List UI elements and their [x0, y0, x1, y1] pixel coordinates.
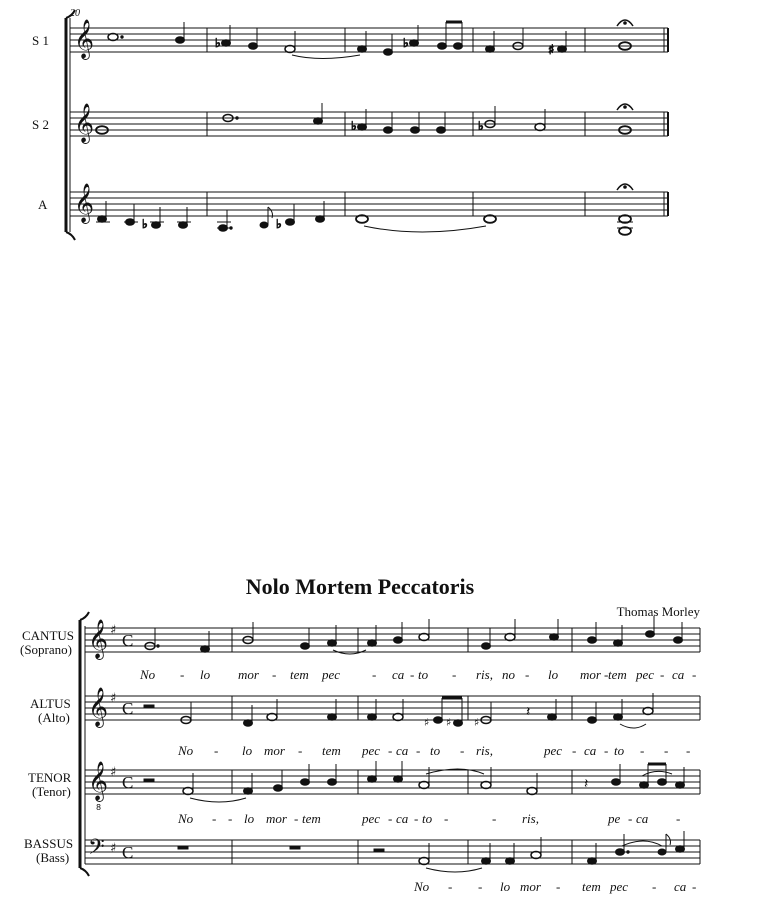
lyric-syllable: ris,	[522, 811, 539, 826]
lyric-syllable: -	[660, 667, 665, 682]
lyric-syllable: No	[178, 811, 194, 826]
lyrics-altus	[177, 743, 690, 758]
lyric-syllable: -	[388, 811, 393, 826]
quarter-rest-icon: 𝄽	[526, 704, 531, 720]
lyric-syllable: ca	[392, 667, 405, 682]
octave-mark: 8	[96, 803, 102, 812]
treble-clef-icon: 𝄞	[74, 103, 95, 143]
lyric-syllable: No	[414, 879, 430, 894]
svg-text:♯: ♯	[424, 716, 430, 729]
lyric-syllable: pec	[610, 879, 629, 894]
sharp-icon: ♯	[110, 623, 117, 638]
staff-s1	[70, 28, 668, 52]
lyric-syllable: -	[372, 667, 377, 682]
staff-s2	[70, 112, 668, 136]
bottom-score-svg	[0, 562, 766, 903]
voice-label-s2: S 2	[32, 117, 49, 132]
staff-cantus	[85, 628, 700, 652]
half-rest-icon	[144, 779, 154, 782]
staff-tenor	[85, 770, 700, 794]
svg-text:♭: ♭	[142, 217, 148, 231]
lyric-syllable: -	[298, 743, 303, 758]
lyric-syllable: lo	[242, 743, 253, 758]
lyric-syllable: to	[422, 811, 433, 826]
lyric-syllable: pec	[362, 811, 381, 826]
voice-name-bassus: BASSUS	[24, 836, 74, 851]
lyric-syllable: mor	[520, 879, 541, 894]
voice-sub-cantus: (Soprano)	[20, 642, 72, 657]
lyric-syllable: -	[640, 743, 645, 758]
treble-clef-8vb-icon: 𝄞	[88, 761, 109, 801]
lyric-syllable: -	[460, 743, 465, 758]
voice-name-tenor: TENOR	[28, 770, 72, 785]
voice-sub-tenor: (Tenor)	[32, 784, 71, 799]
lyric-syllable: -	[686, 743, 691, 758]
lyrics-bassus	[413, 879, 696, 894]
lyric-syllable: to	[418, 667, 429, 682]
lyric-syllable: tem	[302, 811, 321, 826]
lyric-syllable: -	[572, 743, 577, 758]
lyric-syllable: -	[388, 743, 393, 758]
voice-name-cantus: CANTUS	[22, 628, 75, 643]
lyric-syllable: -	[556, 879, 561, 894]
lyrics-cantus	[139, 667, 696, 682]
lyric-syllable: tem	[322, 743, 341, 758]
composer-name: Thomas Morley	[616, 604, 700, 619]
svg-text:♭: ♭	[215, 36, 221, 50]
whole-rest-icon	[290, 846, 300, 849]
lyric-syllable: -	[492, 811, 497, 826]
whole-rest-icon	[178, 846, 188, 849]
lyric-syllable: -	[228, 811, 233, 826]
lyric-syllable: No	[140, 667, 156, 682]
lyric-syllable: -	[692, 879, 697, 894]
lyric-syllable: mor	[264, 743, 285, 758]
lyric-syllable: to	[614, 743, 625, 758]
svg-text:♭: ♭	[351, 119, 357, 133]
voice-sub-altus: (Alto)	[38, 710, 70, 725]
notes-s1	[108, 20, 633, 59]
lyric-syllable: -	[676, 811, 681, 826]
lyric-syllable: ca	[396, 811, 409, 826]
staff-bassus	[85, 840, 700, 864]
lyric-syllable: pe	[608, 811, 621, 826]
lyric-syllable: ris,	[476, 743, 493, 758]
lyric-syllable: -	[414, 811, 419, 826]
lyric-syllable: -	[604, 667, 609, 682]
treble-clef-icon: 𝄞	[74, 19, 95, 59]
lyric-syllable: tem	[290, 667, 309, 682]
time-signature-cantus: C	[122, 631, 134, 650]
lyric-syllable: ca	[396, 743, 409, 758]
lyric-syllable: mor	[580, 667, 601, 682]
score-excerpt-top	[0, 0, 766, 242]
lyric-syllable: lo	[244, 811, 255, 826]
lyric-syllable: -	[416, 743, 421, 758]
voice-name-altus: ALTUS	[30, 696, 71, 711]
measure-number: 20	[70, 8, 80, 19]
lyric-syllable: pec	[362, 743, 381, 758]
lyric-syllable: -	[214, 743, 219, 758]
lyric-syllable: -	[294, 811, 299, 826]
voice-label-s1: S 1	[32, 33, 49, 48]
top-score-svg	[0, 0, 766, 242]
lyric-syllable: lo	[200, 667, 211, 682]
lyric-syllable: -	[628, 811, 633, 826]
lyric-syllable: No	[178, 743, 194, 758]
score-page-bottom	[0, 562, 766, 903]
treble-clef-icon: 𝄞	[88, 619, 109, 659]
voice-label-a: A	[38, 197, 48, 212]
lyric-syllable: -	[212, 811, 217, 826]
lyric-syllable: -	[272, 667, 277, 682]
lyric-syllable: -	[664, 743, 669, 758]
time-signature-bassus: C	[122, 843, 134, 862]
lyric-syllable: pec	[636, 667, 655, 682]
lyric-syllable: -	[444, 811, 449, 826]
time-signature-altus: C	[122, 699, 134, 718]
lyric-syllable: tem	[582, 879, 601, 894]
lyric-syllable: tem	[608, 667, 627, 682]
notes-altus	[144, 693, 653, 729]
sharp-icon: ♯	[110, 841, 117, 856]
lyric-syllable: -	[525, 667, 530, 682]
lyric-syllable: -	[180, 667, 185, 682]
svg-text:♭: ♭	[276, 217, 282, 231]
lyric-syllable: lo	[500, 879, 511, 894]
treble-clef-icon: 𝄞	[74, 183, 95, 223]
sharp-icon: ♯	[110, 691, 117, 706]
lyric-syllable: no	[502, 667, 515, 682]
lyric-syllable: ca	[674, 879, 687, 894]
lyric-syllable: -	[452, 667, 457, 682]
treble-clef-icon: 𝄞	[88, 687, 109, 727]
lyric-syllable: ca	[584, 743, 597, 758]
svg-text:♯: ♯	[474, 716, 480, 729]
voice-sub-bassus: (Bass)	[36, 850, 70, 865]
lyric-syllable: pec	[322, 667, 341, 682]
svg-text:♭: ♭	[478, 119, 484, 133]
lyric-syllable: -	[410, 667, 415, 682]
lyric-syllable: mor	[266, 811, 287, 826]
lyric-syllable: pec	[544, 743, 563, 758]
svg-text:♯: ♯	[446, 716, 452, 729]
lyric-syllable: -	[604, 743, 609, 758]
notes-cantus	[145, 616, 683, 654]
lyric-syllable: ca	[672, 667, 685, 682]
lyric-syllable: -	[448, 879, 453, 894]
lyric-syllable: ris,	[476, 667, 493, 682]
top-voice-labels	[0, 0, 60, 242]
lyric-syllable: -	[692, 667, 697, 682]
quarter-rest-icon: 𝄽	[584, 776, 589, 792]
svg-text:♯: ♯	[548, 43, 555, 58]
lyrics-tenor	[177, 811, 680, 826]
piece-title: Nolo Mortem Peccatoris	[245, 574, 475, 599]
time-signature-tenor: C	[122, 773, 134, 792]
lyric-syllable: lo	[548, 667, 559, 682]
bass-clef-icon: 𝄢	[88, 835, 105, 865]
half-rest-icon	[374, 849, 384, 852]
half-rest-icon	[144, 705, 154, 708]
lyric-syllable: mor	[238, 667, 259, 682]
lyric-syllable: ca	[636, 811, 649, 826]
svg-text:♭: ♭	[403, 36, 409, 50]
lyric-syllable: -	[652, 879, 657, 894]
lyric-syllable: to	[430, 743, 441, 758]
lyric-syllable: -	[478, 879, 483, 894]
blank-area	[0, 242, 766, 562]
sharp-icon: ♯	[110, 765, 117, 780]
